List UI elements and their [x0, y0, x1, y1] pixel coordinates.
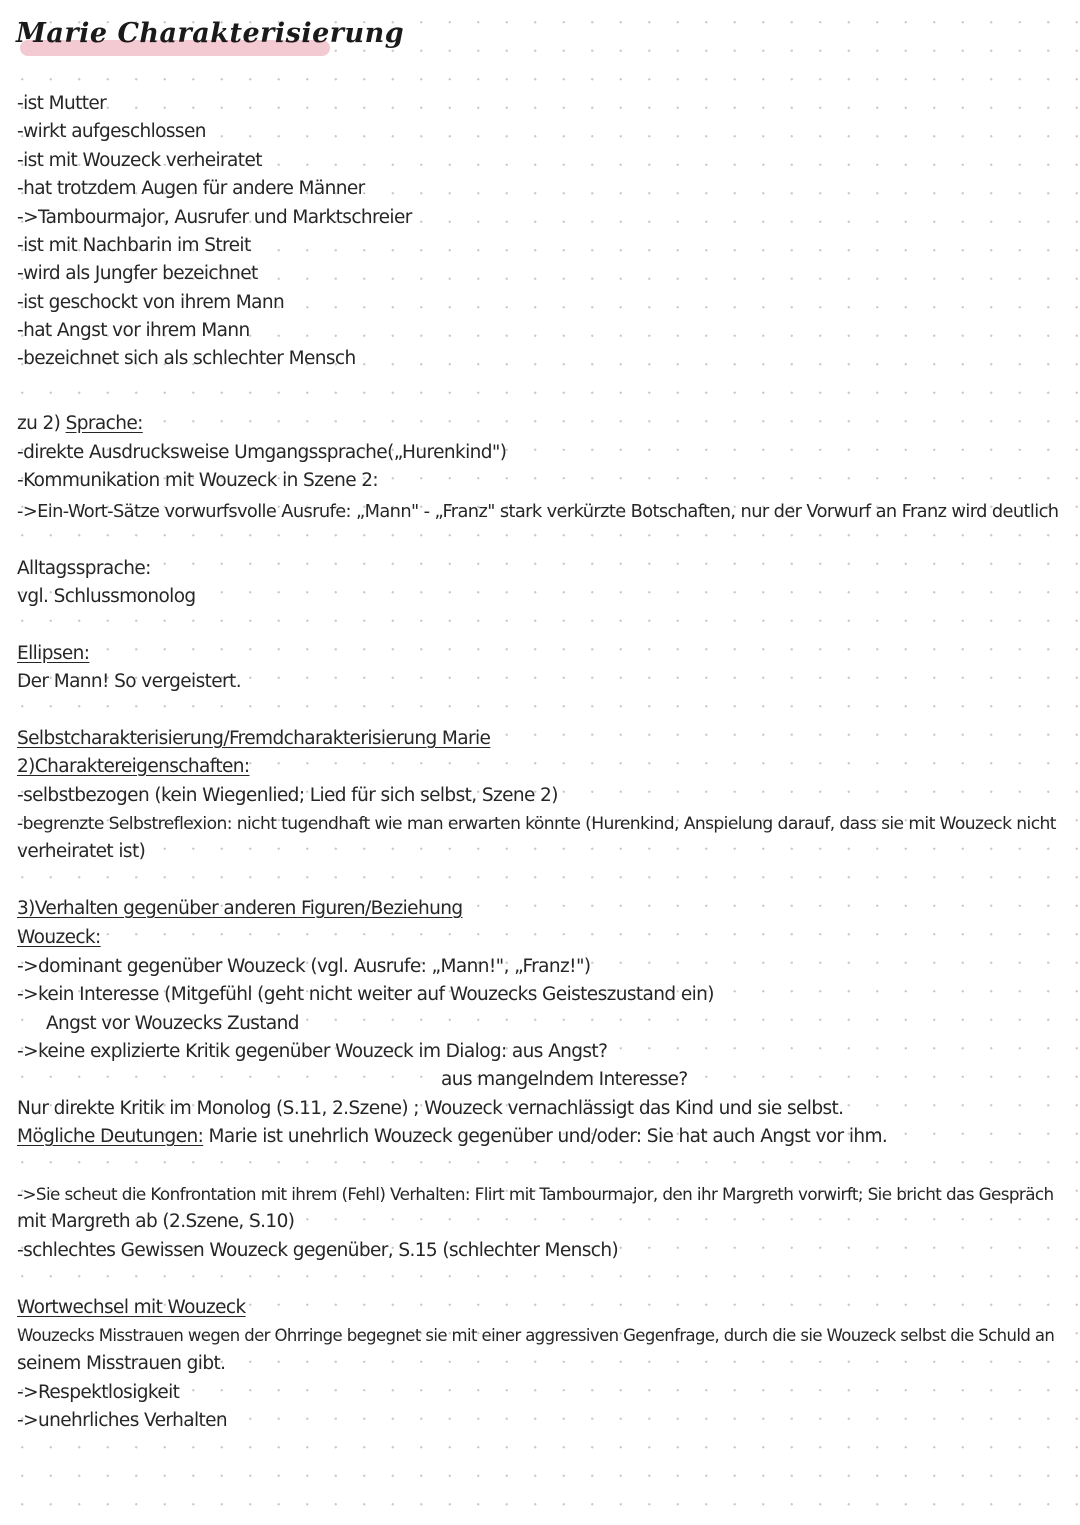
list-item: -wirkt aufgeschlossen [17, 121, 206, 142]
section-heading-charakterisierung: Selbstcharakterisierung/Fremdcharakterisierung Marie [17, 728, 491, 749]
text-line: verheiratet ist) [17, 841, 146, 862]
list-item: -ist mit Nachbarin im Streit [17, 235, 251, 256]
text-line: aus mangelndem Interesse? [441, 1069, 688, 1090]
text-line: -schlechtes Gewissen Wouzeck gegenüber, S.15 (schlechter Mensch) [17, 1240, 619, 1261]
section-heading-verhalten: 3)Verhalten gegenüber anderen Figuren/Beziehung [17, 898, 463, 919]
list-item: ->Tambourmajor, Ausrufer und Marktschreier [17, 207, 412, 228]
text-line: Angst vor Wouzecks Zustand [46, 1013, 299, 1034]
text-line: ->kein Interesse (Mitgefühl (geht nicht weiter auf Wouzecks Geisteszustand ein) [17, 984, 714, 1005]
text-line: vgl. Schlussmonolog [17, 586, 196, 607]
section-heading-sprache [17, 412, 143, 436]
deutungen-text: Marie ist unehrlich Wouzeck gegenüber und/oder: Sie hat auch Angst vor ihm. [203, 1126, 888, 1147]
subheading-wouzeck: Wouzeck: [17, 927, 101, 948]
text-line: Der Mann! So vergeistert. [17, 671, 241, 692]
text-line: Nur direkte Kritik im Monolog (S.11, 2.Szene) ; Wouzeck vernachlässigt das Kind und sie selbst. [17, 1098, 844, 1119]
list-item: -ist geschockt von ihrem Mann [17, 292, 285, 313]
text-line: ->Sie scheut die Konfrontation mit ihrem (Fehl) Verhalten: Flirt mit Tambourmajor, den ihr Margreth vorwirft; Sie bricht das Gespräch [17, 1184, 1054, 1204]
text-line-deutungen [17, 1125, 887, 1149]
section-heading-alltag: Alltagssprache: [17, 558, 151, 579]
list-item: -ist mit Wouzeck verheiratet [17, 150, 262, 171]
text-line: ->keine explizierte Kritik gegenüber Wouzeck im Dialog: aus Angst? [17, 1041, 608, 1062]
deutungen-label: Mögliche Deutungen: [17, 1126, 204, 1147]
text-line: ->Ein-Wort-Sätze vorwurfsvolle Ausrufe: „Mann" - „Franz" stark verkürzte Botschaften, nur der Vorwurf an Franz wird deutlich [17, 501, 1059, 522]
list-item: -hat trotzdem Augen für andere Männer [17, 178, 365, 199]
list-item: -bezeichnet sich als schlechter Mensch [17, 348, 356, 369]
section-heading-charaktereigenschaften: 2)Charaktereigenschaften: [17, 756, 250, 777]
section-heading-wortwechsel: Wortwechsel mit Wouzeck [17, 1297, 246, 1318]
heading-prefix: zu 2) [17, 413, 66, 434]
page-title: Marie Charakterisierung [16, 18, 405, 49]
list-item: -ist Mutter [17, 93, 107, 114]
text-line: -Kommunikation mit Wouzeck in Szene 2: [17, 470, 379, 491]
heading-text: Sprache: [65, 413, 143, 434]
section-heading-ellipsen: Ellipsen: [17, 643, 90, 664]
text-line: -direkte Ausdrucksweise Umgangssprache(„Hurenkind") [17, 442, 507, 463]
text-line: ->unehrliches Verhalten [17, 1410, 228, 1431]
title-block [16, 18, 404, 49]
text-line: ->dominant gegenüber Wouzeck (vgl. Ausrufe: „Mann!", „Franz!") [17, 956, 591, 977]
text-line: -begrenzte Selbstreflexion: nicht tugendhaft wie man erwarten könnte (Hurenkind, Anspielung darauf, dass sie mit Wouzeck nicht [17, 814, 1056, 834]
text-line: -selbstbezogen (kein Wiegenlied; Lied für sich selbst, Szene 2) [17, 785, 558, 806]
text-line: mit Margreth ab (2.Szene, S.10) [17, 1211, 295, 1232]
list-item: -wird als Jungfer bezeichnet [17, 263, 258, 284]
text-line: seinem Misstrauen gibt. [17, 1353, 226, 1374]
text-line: ->Respektlosigkeit [17, 1382, 180, 1403]
list-item: -hat Angst vor ihrem Mann [17, 320, 250, 341]
text-line: Wouzecks Misstrauen wegen der Ohrringe begegnet sie mit einer aggressiven Gegenfrage, durch die sie Wouzeck selbst die Schuld an [17, 1326, 1055, 1345]
